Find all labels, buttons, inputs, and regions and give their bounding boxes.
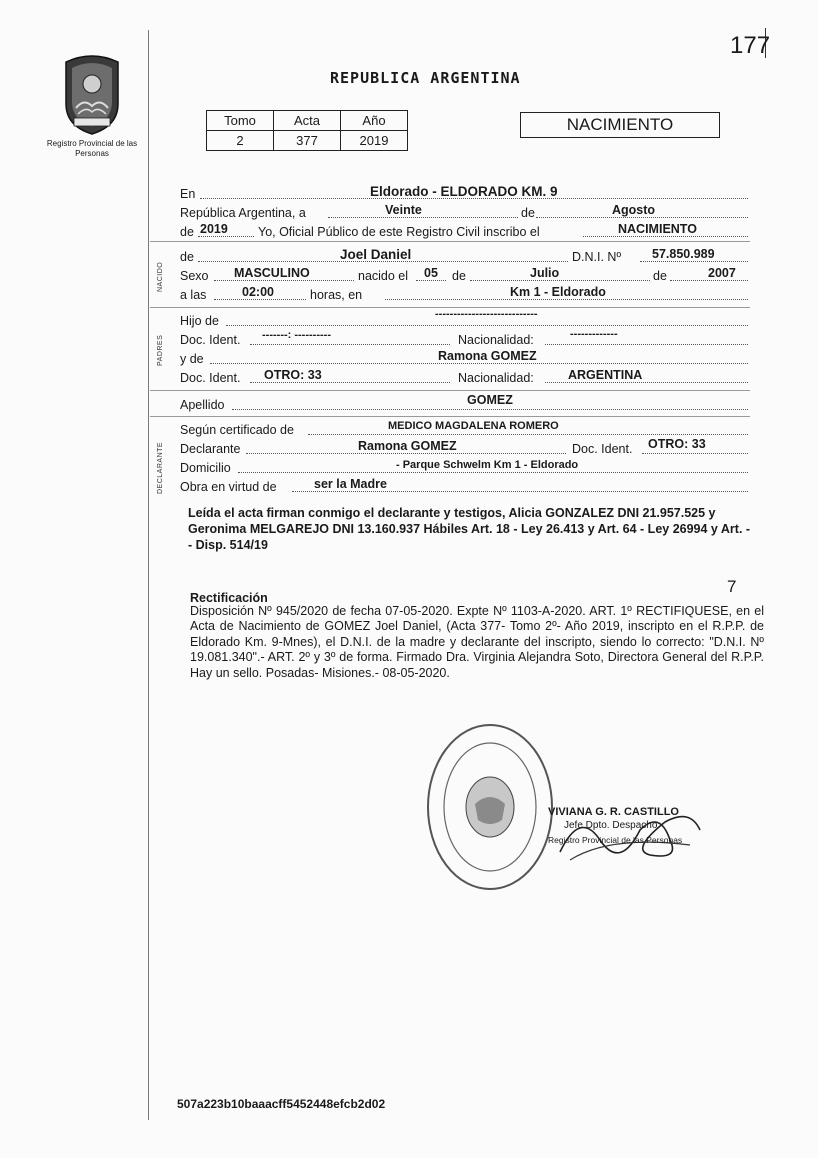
decl-value: Ramona GOMEZ [358, 439, 457, 453]
record-type-box: NACIMIENTO [520, 112, 720, 138]
de4-label: de [452, 269, 466, 283]
row-nombre [180, 247, 750, 265]
alas-label: a las [180, 288, 207, 302]
dom-label: Domicilio [180, 461, 231, 475]
docid2-label: Doc. Ident. [180, 371, 241, 385]
logo-caption: Registro Provincial de las Personas [46, 139, 138, 158]
dotted-line [198, 236, 254, 237]
document-hash: 507a223b10baaacff5452448efcb2d02 [177, 1097, 386, 1111]
inscribo-value: NACIMIENTO [618, 222, 697, 236]
madre-value: Ramona GOMEZ [438, 349, 537, 363]
sexo-value: MASCULINO [234, 266, 310, 280]
nac-dia-value: 05 [424, 266, 438, 280]
de-label: de [521, 206, 535, 220]
signer-name: VIVIANA G. R. CASTILLO [548, 806, 679, 818]
dotted-line [640, 261, 748, 262]
yo-label: Yo, Oficial Público de este Registro Civil inscribo el [258, 225, 540, 239]
en-label: En [180, 187, 196, 201]
hijo-value: ---------------------------- [435, 308, 538, 320]
row-declarante [180, 439, 750, 457]
row-hora [180, 285, 750, 303]
apellido-value: GOMEZ [467, 393, 513, 407]
nac2-label: Nacionalidad: [458, 371, 534, 385]
dni-label: D.N.I. Nº [572, 250, 622, 264]
section-label-padres: PADRES [157, 334, 164, 366]
row-en [180, 184, 750, 202]
dotted-line [385, 299, 748, 300]
volume-table [206, 110, 408, 151]
yde-label: y de [180, 352, 204, 366]
dotted-line [416, 280, 446, 281]
decl-label: Declarante [180, 442, 241, 456]
nac1-value: ------------- [570, 328, 618, 340]
nombre-value: Joel Daniel [340, 247, 412, 262]
row-madre [180, 349, 750, 367]
docid2-value: OTRO: 33 [264, 368, 322, 382]
nacido-label: nacido el [358, 269, 409, 283]
dotted-line [583, 236, 748, 237]
dotted-line [308, 434, 748, 435]
mes-value: Agosto [612, 203, 656, 217]
dotted-line [328, 217, 518, 218]
republica-label: República Argentina, a [180, 206, 306, 220]
hora-value: 02:00 [242, 285, 274, 299]
dotted-line [250, 382, 450, 383]
dni-value: 57.850.989 [652, 247, 715, 261]
dotted-line [470, 280, 650, 281]
section-divider [150, 390, 750, 391]
horas-label: horas, en [310, 288, 363, 302]
dotted-line [545, 382, 748, 383]
province-shield-logo-icon [60, 52, 124, 136]
dotted-line [232, 409, 748, 410]
dotted-line [210, 363, 748, 364]
row-hijo [180, 308, 750, 329]
dotted-line [642, 453, 748, 454]
de5-label: de [653, 269, 667, 283]
acta-value: 377 [274, 131, 341, 151]
hijo-label: Hijo de [180, 314, 219, 328]
dotted-line [536, 217, 748, 218]
anio-value: 2019 [200, 222, 228, 236]
section-label-declarante: DECLARANTE [157, 441, 164, 494]
cert-label: Según certificado de [180, 423, 294, 437]
nac1-label: Nacionalidad: [458, 333, 534, 347]
margin-line [148, 30, 149, 1120]
obra-label: Obra en virtud de [180, 480, 277, 494]
signer-role: Jefe Dpto. Despacho [564, 820, 658, 831]
lugar-value: Km 1 - Eldorado [510, 285, 606, 299]
dotted-line [250, 344, 450, 345]
section-label-nacido: NACIDO [157, 261, 164, 292]
row-republica [180, 203, 750, 221]
dotted-line [545, 344, 748, 345]
dotted-line [226, 325, 748, 326]
de2-label: de [180, 225, 194, 239]
reading-statement: Leída el acta firman conmigo el declarante y testigos, Alicia GONZALEZ DNI 21.957.525 y Geronima MELGAREJO DNI 13.160.937 Hábiles Art. 18 - Ley 26.413 y Art. 64 - Ley 26994 y Art. - - Disp. 514/19 [188, 506, 751, 552]
sexo-label: Sexo [180, 269, 209, 283]
de3-label: de [180, 250, 194, 264]
row-docid1 [180, 330, 750, 348]
decl-doc-value: OTRO: 33 [648, 437, 706, 451]
rectification-text: Disposición Nº 945/2020 de fecha 07-05-2020. Expte Nº 1103-A-2020. ART. 1º RECTIFIQUESE, en el Acta de Nacimiento de GOMEZ Joel Daniel, (Acta 377- Tomo 2º- Año 2019, inscripto en el R.P.P. de Eldorado Km. 9-Mnes), el D.N.I. de la madre y declarante del inscripto, siendo lo correcto: "D.N.I. Nº 19.081.340".- ART. 2º y 3º de forma. Firmado Dra. Virginia Alejandra Soto, Directora General del R.P.P. Hay un sello. Posadas- Misiones.- 08-05-2020. [190, 604, 764, 680]
signer-block [548, 805, 682, 847]
rectification-title: Rectificación [190, 591, 268, 605]
section-divider [150, 416, 750, 417]
dotted-line [246, 453, 566, 454]
en-value: Eldorado - ELDORADO KM. 9 [370, 184, 558, 199]
page-number: 177 [730, 32, 771, 59]
nac2-value: ARGENTINA [568, 368, 643, 382]
nac-anio-value: 2007 [708, 266, 736, 280]
row-sexo [180, 266, 750, 284]
row-apellido [180, 395, 750, 413]
tomo-value: 2 [207, 131, 274, 151]
dom-value: - Parque Schwelm Km 1 - Eldorado [396, 459, 579, 471]
signer-org: Registro Provincial de las Personas [548, 835, 683, 845]
section-divider [150, 241, 750, 242]
cert-value: MEDICO MAGDALENA ROMERO [388, 420, 559, 432]
document-title: REPUBLICA ARGENTINA [330, 69, 521, 87]
docid1-value: -------: ---------- [262, 329, 331, 341]
decl-doc-label: Doc. Ident. [572, 442, 633, 456]
docid1-label: Doc. Ident. [180, 333, 241, 347]
row-anio [180, 222, 750, 240]
dotted-line [214, 299, 306, 300]
nac-mes-value: Julio [530, 266, 560, 280]
acta-header: Acta [274, 111, 341, 131]
dia-value: Veinte [385, 203, 422, 217]
dotted-line [292, 491, 748, 492]
row-obra [180, 477, 750, 495]
apellido-label: Apellido [180, 398, 225, 412]
row-domicilio [180, 458, 750, 476]
dotted-line [214, 280, 354, 281]
rectification-number: 7 [727, 577, 737, 596]
tomo-header: Tomo [207, 111, 274, 131]
anio-header: Año [341, 111, 408, 131]
anio-value: 2019 [341, 131, 408, 151]
obra-value: ser la Madre [314, 477, 387, 491]
dotted-line [238, 472, 748, 473]
row-certificado [180, 420, 750, 438]
row-docid2 [180, 368, 750, 386]
dotted-line [670, 280, 748, 281]
